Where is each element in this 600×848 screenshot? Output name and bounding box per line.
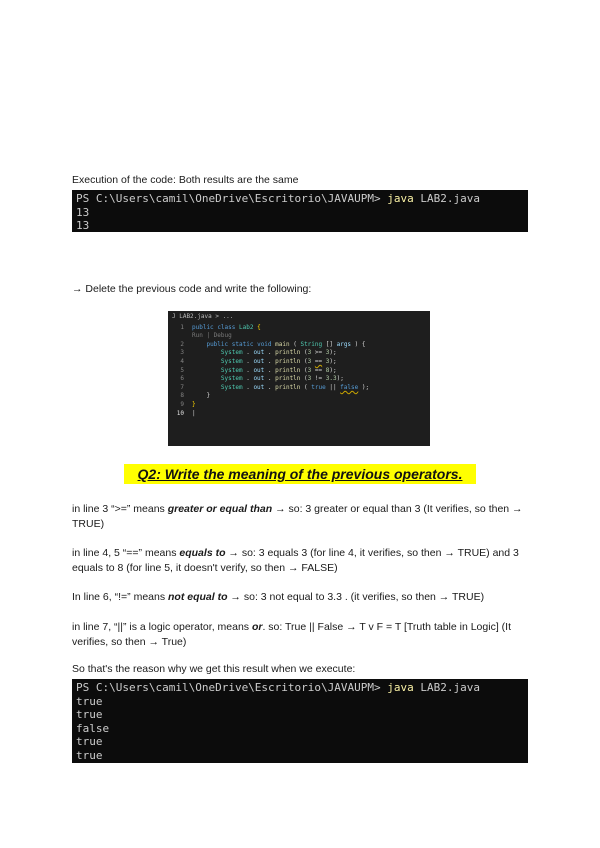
execution-caption: Execution of the code: Both results are the same	[72, 174, 299, 186]
code-line: 5 System . out . println (3 == 8);	[180, 366, 337, 374]
terminal-prompt-line	[76, 192, 524, 206]
explanation-paragraph: in line 3 “>=” means greater or equal than → so: 3 greater or equal than 3 (It verifies, so then → TRUE)	[72, 503, 523, 530]
result-caption: So that's the reason why we get this result when we execute:	[72, 663, 356, 675]
terminal-prompt: PS C:\Users\camil\OneDrive\Escritorio\JAVAUPM>	[76, 192, 381, 205]
terminal-command: java	[387, 681, 414, 694]
explanation-paragraph: in line 7, “||” is a logic operator, means or. so: True || False → T v F = T [Truth table in Logic] (It verifies, so then → True)	[72, 621, 511, 648]
terminal-prompt-line	[76, 681, 524, 695]
terminal-output-line: false	[76, 721, 110, 735]
code-editor-screenshot	[168, 311, 430, 446]
code-line: 3 System . out . println (3 >= 3);	[180, 349, 337, 357]
terminal-command: java	[387, 192, 414, 205]
operator-term: greater or equal than	[167, 503, 273, 515]
code-line: 4 System . out . println (3 == 3);	[180, 357, 337, 365]
question-heading: Q2: Write the meaning of the previous operators.	[124, 464, 476, 484]
terminal-output-line: 13	[76, 205, 90, 219]
code-line: 8 }	[180, 392, 211, 400]
code-line	[168, 332, 430, 341]
code-line: 2 public static void main ( String [] args ) {	[180, 340, 366, 348]
text-cursor: |	[192, 409, 196, 417]
code-line: 6 System . out . println (3 != 3.3);	[180, 375, 344, 383]
run-debug-hint[interactable]: Run | Debug	[192, 332, 232, 340]
operator-term: not equal to	[168, 591, 228, 603]
code-line: 1 public class Lab2 {	[180, 323, 261, 331]
terminal-arg: LAB2.java	[420, 681, 480, 694]
explanation-paragraph: in line 4, 5 “==” means equals to → so: 3 equals 3 (for line 4, it verifies, so then → TRUE) and 3 equals to 8 (for line 5, it doesn't verify, so then → FALSE)	[72, 547, 519, 574]
terminal-screenshot-1	[72, 190, 528, 232]
terminal-screenshot-2	[72, 679, 528, 763]
terminal-output-line: true	[76, 735, 103, 748]
terminal-arg: LAB2.java	[420, 192, 480, 205]
operator-term: or	[251, 621, 263, 633]
code-line: 10 |	[176, 409, 196, 417]
code-line: 9 }	[180, 400, 196, 408]
terminal-output-line: true	[76, 748, 103, 762]
instruction-text: → Delete the previous code and write the following:	[72, 283, 312, 295]
terminal-output-line: true	[76, 694, 103, 708]
terminal-output-line: true	[76, 708, 103, 721]
code-text: public class Lab2 {	[192, 323, 261, 331]
terminal-prompt: PS C:\Users\camil\OneDrive\Escritorio\JAVAUPM>	[76, 681, 381, 694]
code-line: 7 System . out . println ( true || false );	[180, 383, 370, 391]
editor-breadcrumb: J LAB2.java > ...	[172, 313, 234, 320]
explanation-paragraph: In line 6, “!=” means not equal to → so: 3 not equal to 3.3 . (it verifies, so then → TRUE)	[72, 591, 485, 603]
operator-term: equals to	[179, 547, 226, 559]
terminal-output-line: 13	[76, 219, 90, 232]
